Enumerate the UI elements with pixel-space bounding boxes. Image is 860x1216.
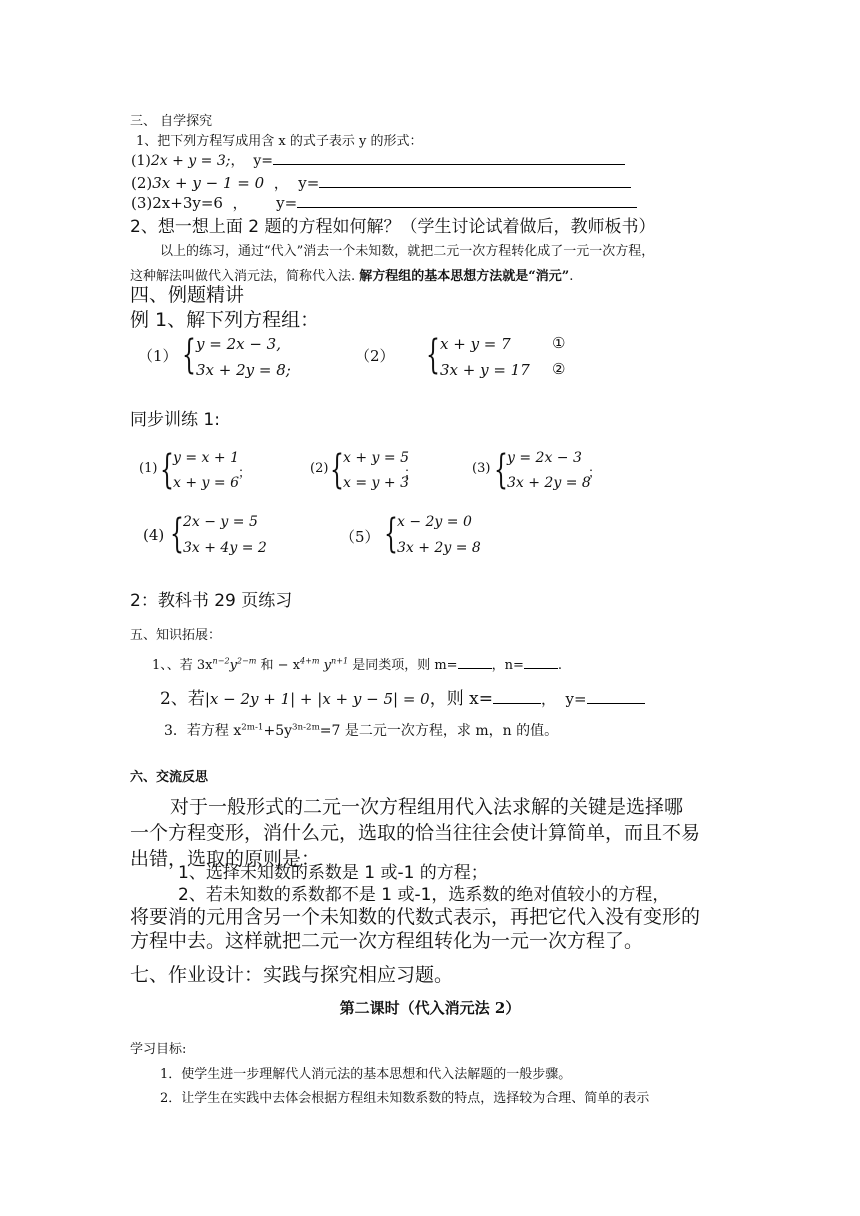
para-1-end: . (569, 269, 574, 284)
item-3-answer-blank[interactable] (297, 193, 637, 208)
brace-icon: { (384, 511, 398, 557)
brace-icon: { (170, 511, 184, 557)
example-2-label: （2） (355, 347, 395, 365)
ext-1-exp: n+1 (331, 656, 349, 666)
ext-1-var: y (229, 658, 237, 673)
ext-2-y: y= (565, 690, 587, 708)
item-1-equation: 2x + y = 3; (150, 153, 231, 169)
equation: y = 2x − 3 (507, 450, 582, 466)
equation: y = x + 1 (173, 450, 239, 466)
section-3-heading: 三、 自学探究 (130, 114, 213, 129)
section-5-heading: 五、知识拓展： (130, 628, 222, 643)
ext-2-prefix: 2、若 (160, 689, 205, 709)
item-1-y: y= (253, 153, 273, 169)
item-2-y: y= (298, 174, 320, 192)
ext-1-exp: 2−m (236, 656, 257, 666)
ext-3-text: =7 是二元一次方程，求 m，n 的值。 (319, 723, 559, 739)
equation-mark-1: ① (552, 334, 566, 352)
equation: x − 2y = 0 (397, 514, 472, 530)
sync-5-system (384, 511, 484, 562)
brace-icon: { (160, 447, 174, 493)
reflection-line-3: 出错，选取的原则是： (130, 848, 321, 870)
item-2-answer-blank[interactable] (319, 173, 631, 188)
ext-1-prefix: 1、、若 3x (152, 658, 213, 673)
sync-2-end: ； (404, 466, 418, 481)
lesson-2-title: 第二课时（代入消元法 2） (339, 999, 521, 1017)
ext-1-exp: n−2 (212, 656, 230, 666)
sync-4-label: (4) (143, 526, 165, 544)
goal-2: 2．让学生在实践中去体会根据方程组未知数系数的特点，选择较为合理、简单的表示 (160, 1091, 650, 1106)
example-2-system (426, 332, 546, 383)
equation: 3x + 2y = 8 (397, 540, 481, 556)
sync-1-label: (1) (139, 461, 158, 476)
ext-2-x: ，则 x= (429, 689, 493, 709)
equation-mark-2: ② (552, 360, 566, 378)
section-4-heading: 四、例题精讲 (130, 284, 245, 306)
item-2 (131, 172, 631, 193)
sync-1-end: ； (238, 466, 252, 481)
item-3-label: (3) (131, 194, 153, 212)
reflection-line-6: 将要消的元用含另一个未知数的代数式表示，再把它代入没有变形的 (130, 906, 701, 928)
item-2-equation: 3x + y − 1 = 0 (152, 174, 265, 192)
ext-2-x-blank[interactable] (493, 689, 541, 704)
ext-3-prefix: 3．若方程 x (164, 723, 242, 739)
sync-4-system (170, 511, 270, 562)
section-6-heading: 六、交流反思 (130, 770, 209, 785)
para-1-text: 这种解法叫做代入消元法，简称代入法. (130, 269, 356, 284)
ext-1-end: . (557, 658, 562, 673)
item-1 (131, 150, 625, 170)
extension-3 (164, 720, 558, 740)
item-2-label: (2) (131, 174, 153, 192)
equation: x + y = 7 (440, 335, 511, 353)
sync-1-system (160, 447, 250, 496)
reflection-line-4: 1、选择未知数的系数是 1 或-1 的方程； (178, 863, 488, 883)
equation: x = y + 3 (343, 475, 409, 491)
ext-1-m-blank[interactable] (458, 654, 492, 669)
section-7-heading: 七、作业设计：实践与探究相应习题。 (130, 964, 454, 986)
equation: x + y = 6 (173, 475, 239, 491)
reflection-line-2: 一个方程变形，消什么元，选取的恰当往往会使计算简单，而且不易 (130, 822, 701, 844)
ext-2-expression: |x − 2y + 1| + |x + y − 5| = 0 (204, 690, 430, 708)
learning-goals-label: 学习目标: (130, 1042, 187, 1057)
para-1-line-1: 以上的练习，通过“代入”消去一个未知数，就把二元一次方程转化成了一元一次方程， (160, 244, 655, 259)
example-1-label: （1） (138, 347, 178, 365)
item-3-sep: ， (232, 194, 248, 212)
brace-icon: { (494, 447, 508, 493)
ext-1-and: 和 − x (256, 658, 301, 673)
item-2-sep: ， (273, 174, 289, 192)
ext-1-text: 是同类项，则 m= (348, 658, 458, 673)
sync-training-title: 同步训练 1: (130, 410, 220, 430)
ext-3-exp: 3n-2m (292, 722, 320, 733)
goal-1: 1．使学生进一步理解代人消元法的基本思想和代入法解题的一般步骤。 (160, 1067, 572, 1082)
item-1-label: (1) (131, 153, 151, 169)
ext-2-y-blank[interactable] (587, 689, 645, 704)
equation: 3x + y = 17 (440, 361, 530, 379)
ext-2-sep: ， (540, 690, 556, 708)
equation: 2x − y = 5 (183, 514, 258, 530)
question-2: 2、想一想上面 2 题的方程如何解？（学生讨论试着做后，教师板书） (130, 217, 656, 237)
equation: x + y = 5 (343, 450, 409, 466)
extension-2 (160, 684, 645, 709)
item-1-sep: ， (230, 153, 245, 169)
para-1-bold: 解方程组的基本思想方法就是“消元” (359, 269, 570, 284)
equation: 3x + 4y = 2 (183, 540, 267, 556)
equation: y = 2x − 3, (196, 335, 281, 353)
sync-2-label: (2) (310, 461, 329, 476)
brace-icon: { (426, 332, 440, 378)
ext-3-exp: 2m-1 (241, 722, 264, 733)
ext-1-n: ，n= (491, 658, 524, 673)
example-1-title: 例 1、解下列方程组： (130, 309, 320, 331)
example-1-system (182, 332, 302, 383)
sync-3-label: (3) (472, 461, 491, 476)
item-3-equation: 2x+3y=6 (152, 194, 223, 212)
textbook-practice: 2：教科书 29 页练习 (130, 591, 293, 611)
reflection-line-7: 方程中去。这样就把二元一次方程组转化为一元一次方程了。 (130, 930, 644, 952)
item-3 (131, 192, 637, 213)
sync-5-label: （5） (340, 528, 380, 546)
brace-icon: { (182, 332, 196, 378)
equation: 3x + 2y = 8 (507, 475, 591, 491)
equation: 3x + 2y = 8; (196, 361, 291, 379)
question-1: 1、把下列方程写成用含 x 的式子表示 y 的形式： (136, 134, 423, 149)
ext-1-var: y (319, 658, 332, 673)
extension-1 (152, 654, 562, 673)
item-1-answer-blank[interactable] (273, 150, 625, 165)
ext-1-exp: 4+m (300, 656, 320, 666)
ext-3-mid: +5y (263, 723, 293, 739)
sync-3-system (494, 447, 594, 496)
ext-1-n-blank[interactable] (524, 654, 558, 669)
sync-3-end: ； (588, 466, 602, 481)
reflection-line-1: 对于一般形式的二元一次方程组用代入法求解的关键是选择哪 (170, 796, 684, 818)
item-3-y: y= (276, 194, 298, 212)
reflection-line-5: 2、若未知数的系数都不是 1 或-1，选系数的绝对值较小的方程， (178, 885, 670, 905)
brace-icon: { (330, 447, 344, 493)
